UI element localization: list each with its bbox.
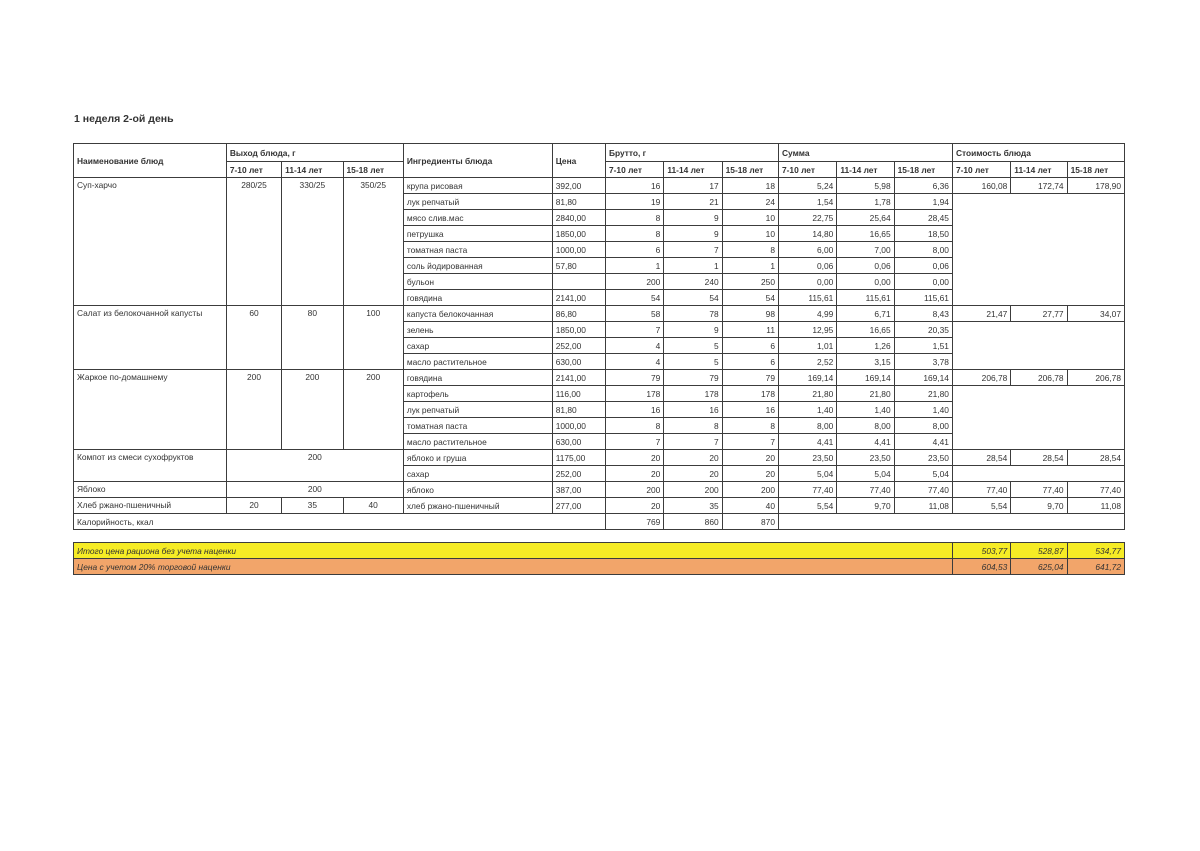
ingredient-name: яблоко и груша xyxy=(403,450,552,466)
dish-cost: 28,54 xyxy=(952,450,1010,466)
dish-cost: 34,07 xyxy=(1067,306,1124,322)
dish-name: Жаркое по-домашнему xyxy=(74,370,227,450)
ingredient-sum: 14,80 xyxy=(778,226,836,242)
ingredient-brutto: 79 xyxy=(605,370,663,386)
ingredient-sum: 7,00 xyxy=(837,242,894,258)
ingredient-price: 252,00 xyxy=(552,466,605,482)
ingredient-brutto: 79 xyxy=(664,370,722,386)
ingredient-name: петрушка xyxy=(403,226,552,242)
dish-cost: 206,78 xyxy=(1067,370,1124,386)
calorie-row xyxy=(74,514,1125,530)
ingredient-brutto: 9 xyxy=(664,226,722,242)
ingredient-sum: 8,00 xyxy=(778,418,836,434)
table-spacer xyxy=(74,530,1125,543)
ingredient-name: масло растительное xyxy=(403,354,552,370)
ingredient-name: мясо слив.мас xyxy=(403,210,552,226)
table-row xyxy=(74,482,1125,498)
ingredient-brutto: 18 xyxy=(722,178,778,194)
ingredient-brutto: 54 xyxy=(664,290,722,306)
ingredient-price: 630,00 xyxy=(552,434,605,450)
ingredient-sum: 1,94 xyxy=(894,194,952,210)
total-value: 604,53 xyxy=(952,559,1010,575)
dish-name: Яблоко xyxy=(74,482,227,498)
ingredient-sum: 4,41 xyxy=(837,434,894,450)
ingredient-sum: 1,01 xyxy=(778,338,836,354)
ingredient-sum: 1,40 xyxy=(894,402,952,418)
ingredient-price: 81,80 xyxy=(552,194,605,210)
ingredient-brutto: 7 xyxy=(664,242,722,258)
ingredient-brutto: 5 xyxy=(664,354,722,370)
dish-cost: 206,78 xyxy=(952,370,1010,386)
table-row xyxy=(74,370,1125,386)
ingredient-brutto: 16 xyxy=(605,178,663,194)
header-age-sum-3: 15-18 лет xyxy=(894,162,952,178)
header-age-cost-1: 7-10 лет xyxy=(952,162,1010,178)
calorie-value: 769 xyxy=(605,514,663,530)
ingredient-brutto: 54 xyxy=(605,290,663,306)
dish-yield: 200 xyxy=(343,370,403,450)
ingredient-name: капуста белокочанная xyxy=(403,306,552,322)
ingredient-brutto: 5 xyxy=(664,338,722,354)
ingredient-price: 392,00 xyxy=(552,178,605,194)
dish-cost: 77,40 xyxy=(1011,482,1067,498)
ingredient-brutto: 8 xyxy=(605,418,663,434)
header-yield: Выход блюда, г xyxy=(226,144,403,162)
ingredient-brutto: 6 xyxy=(722,338,778,354)
ingredient-brutto: 9 xyxy=(664,322,722,338)
dish-cost: 21,47 xyxy=(952,306,1010,322)
ingredient-sum: 9,70 xyxy=(837,498,894,514)
ingredient-brutto: 98 xyxy=(722,306,778,322)
header-age-cost-3: 15-18 лет xyxy=(1067,162,1124,178)
header-sum: Сумма xyxy=(778,144,952,162)
dish-yield: 280/25 xyxy=(226,178,281,306)
header-age-brutto-1: 7-10 лет xyxy=(605,162,663,178)
header-price: Цена xyxy=(552,144,605,178)
total-label: Итого цена рациона без учета наценки xyxy=(74,543,953,559)
ingredient-brutto: 54 xyxy=(722,290,778,306)
calorie-value: 860 xyxy=(664,514,722,530)
dish-yield: 100 xyxy=(343,306,403,370)
ingredient-sum: 21,80 xyxy=(894,386,952,402)
calorie-value: 870 xyxy=(722,514,778,530)
ingredient-sum: 169,14 xyxy=(894,370,952,386)
ingredient-sum: 5,04 xyxy=(894,466,952,482)
ingredient-brutto: 79 xyxy=(722,370,778,386)
ingredient-sum: 5,04 xyxy=(778,466,836,482)
dish-cost: 178,90 xyxy=(1067,178,1124,194)
total-value: 503,77 xyxy=(952,543,1010,559)
ingredient-name: зелень xyxy=(403,322,552,338)
ingredient-sum: 21,80 xyxy=(778,386,836,402)
ingredient-sum: 16,65 xyxy=(837,322,894,338)
ingredient-sum: 0,00 xyxy=(894,274,952,290)
ingredient-price: 277,00 xyxy=(552,498,605,514)
dish-cost: 172,74 xyxy=(1011,178,1067,194)
table-row xyxy=(74,498,1125,514)
ingredient-brutto: 178 xyxy=(722,386,778,402)
ingredient-brutto: 24 xyxy=(722,194,778,210)
ingredient-price: 1850,00 xyxy=(552,322,605,338)
header-age-brutto-2: 11-14 лет xyxy=(664,162,722,178)
ingredient-name: лук репчатый xyxy=(403,194,552,210)
ingredient-sum: 16,65 xyxy=(837,226,894,242)
dish-cost-blank xyxy=(952,386,1124,450)
table-row xyxy=(74,450,1125,466)
dish-yield: 60 xyxy=(226,306,281,370)
header-age-yield-2: 11-14 лет xyxy=(282,162,343,178)
menu-table-body xyxy=(74,178,1125,575)
header-age-sum-2: 11-14 лет xyxy=(837,162,894,178)
ingredient-price: 81,80 xyxy=(552,402,605,418)
ingredient-name: масло растительное xyxy=(403,434,552,450)
ingredient-brutto: 8 xyxy=(664,418,722,434)
ingredient-sum: 115,61 xyxy=(837,290,894,306)
ingredient-name: яблоко xyxy=(403,482,552,498)
dish-yield: 80 xyxy=(282,306,343,370)
ingredient-sum: 169,14 xyxy=(837,370,894,386)
dish-yield: 200 xyxy=(282,370,343,450)
document-title: 1 неделя 2-ой день xyxy=(74,113,174,125)
ingredient-brutto: 10 xyxy=(722,210,778,226)
ingredient-sum: 12,95 xyxy=(778,322,836,338)
ingredient-sum: 0,06 xyxy=(837,258,894,274)
ingredient-name: томатная паста xyxy=(403,418,552,434)
ingredient-sum: 8,00 xyxy=(894,242,952,258)
ingredient-sum: 0,00 xyxy=(837,274,894,290)
dish-yield: 330/25 xyxy=(282,178,343,306)
ingredient-price: 630,00 xyxy=(552,354,605,370)
ingredient-sum: 0,06 xyxy=(778,258,836,274)
ingredient-name: лук репчатый xyxy=(403,402,552,418)
calorie-label: Калорийность, ккал xyxy=(74,514,606,530)
ingredient-price xyxy=(552,274,605,290)
ingredient-price: 1000,00 xyxy=(552,242,605,258)
ingredient-brutto: 20 xyxy=(722,466,778,482)
ingredient-sum: 6,00 xyxy=(778,242,836,258)
ingredient-brutto: 1 xyxy=(722,258,778,274)
ingredient-sum: 1,78 xyxy=(837,194,894,210)
ingredient-brutto: 8 xyxy=(605,226,663,242)
ingredient-brutto: 17 xyxy=(664,178,722,194)
table-row xyxy=(74,306,1125,322)
header-age-yield-1: 7-10 лет xyxy=(226,162,281,178)
ingredient-brutto: 10 xyxy=(722,226,778,242)
dish-yield: 200 xyxy=(226,482,403,498)
ingredient-price: 1175,00 xyxy=(552,450,605,466)
ingredient-price: 2141,00 xyxy=(552,370,605,386)
ingredient-name: томатная паста xyxy=(403,242,552,258)
ingredient-sum: 20,35 xyxy=(894,322,952,338)
ingredient-sum: 28,45 xyxy=(894,210,952,226)
ingredient-name: крупа рисовая xyxy=(403,178,552,194)
ingredient-sum: 2,52 xyxy=(778,354,836,370)
ingredient-sum: 1,40 xyxy=(778,402,836,418)
ingredient-name: сахар xyxy=(403,466,552,482)
ingredient-sum: 77,40 xyxy=(778,482,836,498)
ingredient-sum: 6,36 xyxy=(894,178,952,194)
ingredient-sum: 3,78 xyxy=(894,354,952,370)
calorie-blank xyxy=(778,514,1124,530)
ingredient-sum: 22,75 xyxy=(778,210,836,226)
ingredient-sum: 0,00 xyxy=(778,274,836,290)
ingredient-price: 2141,00 xyxy=(552,290,605,306)
ingredient-brutto: 250 xyxy=(722,274,778,290)
dish-cost: 160,08 xyxy=(952,178,1010,194)
ingredient-name: сахар xyxy=(403,338,552,354)
ingredient-brutto: 1 xyxy=(605,258,663,274)
ingredient-sum: 5,04 xyxy=(837,466,894,482)
ingredient-brutto: 20 xyxy=(664,450,722,466)
ingredient-brutto: 7 xyxy=(605,434,663,450)
ingredient-sum: 4,99 xyxy=(778,306,836,322)
ingredient-sum: 169,14 xyxy=(778,370,836,386)
ingredient-sum: 4,41 xyxy=(894,434,952,450)
ingredient-price: 116,00 xyxy=(552,386,605,402)
spacer-cell xyxy=(74,530,1125,543)
ingredient-brutto: 16 xyxy=(605,402,663,418)
ingredient-brutto: 6 xyxy=(722,354,778,370)
dish-cost: 77,40 xyxy=(1067,482,1124,498)
ingredient-brutto: 20 xyxy=(605,498,663,514)
ingredient-name: картофель xyxy=(403,386,552,402)
ingredient-sum: 8,00 xyxy=(894,418,952,434)
ingredient-brutto: 4 xyxy=(605,354,663,370)
total-value: 641,72 xyxy=(1067,559,1124,575)
ingredient-sum: 5,24 xyxy=(778,178,836,194)
ingredient-sum: 4,41 xyxy=(778,434,836,450)
ingredient-brutto: 8 xyxy=(605,210,663,226)
dish-name: Хлеб ржано-пшеничный xyxy=(74,498,227,514)
ingredient-sum: 5,54 xyxy=(778,498,836,514)
ingredient-brutto: 7 xyxy=(664,434,722,450)
dish-cost-blank xyxy=(952,322,1124,370)
dish-yield: 20 xyxy=(226,498,281,514)
ingredient-sum: 5,98 xyxy=(837,178,894,194)
ingredient-sum: 77,40 xyxy=(894,482,952,498)
ingredient-price: 2840,00 xyxy=(552,210,605,226)
ingredient-price: 57,80 xyxy=(552,258,605,274)
ingredient-sum: 115,61 xyxy=(778,290,836,306)
ingredient-name: бульон xyxy=(403,274,552,290)
total-value: 528,87 xyxy=(1011,543,1067,559)
ingredient-price: 1850,00 xyxy=(552,226,605,242)
ingredient-brutto: 200 xyxy=(722,482,778,498)
dish-yield: 200 xyxy=(226,450,403,482)
dish-name: Суп-харчо xyxy=(74,178,227,306)
ingredient-sum: 1,40 xyxy=(837,402,894,418)
dish-cost-blank xyxy=(952,194,1124,306)
ingredient-brutto: 7 xyxy=(605,322,663,338)
ingredient-brutto: 20 xyxy=(664,466,722,482)
total-value: 625,04 xyxy=(1011,559,1067,575)
ingredient-price: 86,80 xyxy=(552,306,605,322)
ingredient-price: 387,00 xyxy=(552,482,605,498)
ingredient-sum: 8,00 xyxy=(837,418,894,434)
ingredient-brutto: 1 xyxy=(664,258,722,274)
ingredient-brutto: 7 xyxy=(722,434,778,450)
ingredient-name: хлеб ржано-пшеничный xyxy=(403,498,552,514)
dish-yield: 40 xyxy=(343,498,403,514)
dish-cost: 5,54 xyxy=(952,498,1010,514)
ingredient-sum: 77,40 xyxy=(837,482,894,498)
ingredient-brutto: 58 xyxy=(605,306,663,322)
ingredient-brutto: 16 xyxy=(722,402,778,418)
dish-cost: 28,54 xyxy=(1011,450,1067,466)
ingredient-sum: 23,50 xyxy=(837,450,894,466)
header-age-yield-3: 15-18 лет xyxy=(343,162,403,178)
header-age-cost-2: 11-14 лет xyxy=(1011,162,1067,178)
ingredient-brutto: 9 xyxy=(664,210,722,226)
ingredient-price: 252,00 xyxy=(552,338,605,354)
header-ingredients: Ингредиенты блюда xyxy=(403,144,552,178)
ingredient-brutto: 178 xyxy=(664,386,722,402)
total-row xyxy=(74,543,1125,559)
dish-yield: 350/25 xyxy=(343,178,403,306)
ingredient-brutto: 20 xyxy=(722,450,778,466)
ingredient-brutto: 8 xyxy=(722,242,778,258)
total-label: Цена с учетом 20% торговой наценки xyxy=(74,559,953,575)
ingredient-brutto: 200 xyxy=(664,482,722,498)
dish-cost-blank xyxy=(952,466,1124,482)
ingredient-brutto: 240 xyxy=(664,274,722,290)
ingredient-sum: 18,50 xyxy=(894,226,952,242)
ingredient-brutto: 20 xyxy=(605,466,663,482)
ingredient-sum: 8,43 xyxy=(894,306,952,322)
ingredient-name: говядина xyxy=(403,370,552,386)
total-row xyxy=(74,559,1125,575)
header-age-sum-1: 7-10 лет xyxy=(778,162,836,178)
ingredient-sum: 6,71 xyxy=(837,306,894,322)
dish-yield: 35 xyxy=(282,498,343,514)
menu-cost-table xyxy=(73,143,1125,575)
ingredient-brutto: 4 xyxy=(605,338,663,354)
ingredient-brutto: 200 xyxy=(605,274,663,290)
dish-cost: 28,54 xyxy=(1067,450,1124,466)
header-cost: Стоимость блюда xyxy=(952,144,1124,162)
dish-name: Компот из смеси сухофруктов xyxy=(74,450,227,482)
total-value: 534,77 xyxy=(1067,543,1124,559)
dish-cost: 27,77 xyxy=(1011,306,1067,322)
ingredient-sum: 21,80 xyxy=(837,386,894,402)
header-brutto: Брутто, г xyxy=(605,144,778,162)
ingredient-brutto: 20 xyxy=(605,450,663,466)
ingredient-name: соль йодированная xyxy=(403,258,552,274)
dish-cost: 11,08 xyxy=(1067,498,1124,514)
ingredient-brutto: 8 xyxy=(722,418,778,434)
dish-cost: 206,78 xyxy=(1011,370,1067,386)
ingredient-sum: 11,08 xyxy=(894,498,952,514)
ingredient-brutto: 11 xyxy=(722,322,778,338)
ingredient-sum: 3,15 xyxy=(837,354,894,370)
dish-cost: 9,70 xyxy=(1011,498,1067,514)
ingredient-sum: 23,50 xyxy=(778,450,836,466)
dish-cost: 77,40 xyxy=(952,482,1010,498)
header-dish-name: Наименование блюд xyxy=(74,144,227,178)
ingredient-price: 1000,00 xyxy=(552,418,605,434)
ingredient-brutto: 200 xyxy=(605,482,663,498)
dish-yield: 200 xyxy=(226,370,281,450)
ingredient-brutto: 178 xyxy=(605,386,663,402)
ingredient-brutto: 35 xyxy=(664,498,722,514)
ingredient-sum: 1,51 xyxy=(894,338,952,354)
table-row xyxy=(74,178,1125,194)
ingredient-brutto: 78 xyxy=(664,306,722,322)
ingredient-brutto: 16 xyxy=(664,402,722,418)
dish-name: Салат из белокочанной капусты xyxy=(74,306,227,370)
ingredient-brutto: 6 xyxy=(605,242,663,258)
ingredient-name: говядина xyxy=(403,290,552,306)
ingredient-sum: 115,61 xyxy=(894,290,952,306)
ingredient-brutto: 40 xyxy=(722,498,778,514)
ingredient-sum: 23,50 xyxy=(894,450,952,466)
ingredient-sum: 1,26 xyxy=(837,338,894,354)
ingredient-sum: 1,54 xyxy=(778,194,836,210)
ingredient-brutto: 21 xyxy=(664,194,722,210)
ingredient-sum: 0,06 xyxy=(894,258,952,274)
ingredient-brutto: 19 xyxy=(605,194,663,210)
ingredient-sum: 25,64 xyxy=(837,210,894,226)
header-age-brutto-3: 15-18 лет xyxy=(722,162,778,178)
